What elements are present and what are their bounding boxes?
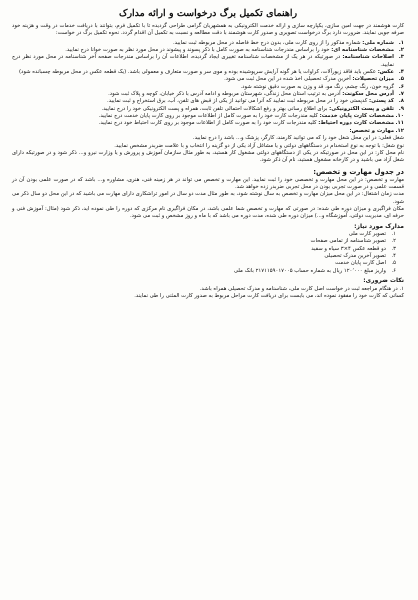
skill-paragraph: نوع شغل: با توجه به نوع استخدام در دستگاههای دولتی و یا مشاغل آزاد یکی از دو گزینه را انتخاب و با علامت ضربدر مشخص نمایید. <box>114 142 404 149</box>
form-instructions-list <box>12 40 404 135</box>
item-text: کد پستی: کدپستی خود را در محل مربوطه ثبت نمایید که آنرا می توانید از یکی از قبض های تلفن، آب، برق استخراج و ثبت نمایید. <box>107 98 394 105</box>
doc-number: ۵. <box>391 260 396 267</box>
doc-text: اصل کارت پایان خدمت <box>335 260 386 267</box>
item-label: مشخصات کارت دوره احتیاط: <box>318 120 394 127</box>
item-label: کد پستی: <box>368 98 394 105</box>
instruction-item <box>12 40 404 47</box>
item-number: ۷. <box>398 91 404 98</box>
instruction-item <box>12 54 404 69</box>
item-number: ۱۰. <box>395 113 404 120</box>
note-item: کسانی که کارت خود را مفقود نموده اند، می بایست برای دریافت کارت مراحل مربوط به صدور کارت المثنی را طی نمایند. <box>134 293 404 299</box>
skill-table-heading: در جدول مهارت و تخصص: <box>313 167 404 176</box>
item-label: عکس: <box>377 69 394 76</box>
item-number: ۸. <box>398 98 404 105</box>
doc-text: تصویر کارت ملی <box>348 231 386 238</box>
item-text: مشخصات شناسنامه ای: خود را براساس مندرجات شناسنامه به صورت کامل با ذکر پسوند و پیشوند در محل مورد نظر به صورت خوانا درج نمایید. <box>65 47 394 54</box>
item-number: ۳. <box>398 54 404 61</box>
item-text: میزان تحصیلات: آخرین مدرک تحصیلی اخذ شده در این محل ثبت می شود. <box>224 76 394 83</box>
item-text: شماره ملی: شماره مذکور را از روی کارت ملی، بدون درج خط فاصله در محل مربوطه ثبت نمایید. <box>173 39 394 46</box>
item-label: میزان تحصیلات: <box>352 76 394 83</box>
document-title: راهنمای تکمیل برگ درخواست و ارائه مدارک <box>118 8 298 19</box>
item-text: گروه خون، رنگ چشم، رنگ مو، قد و وزن به صورت دقیق نوشته شود. <box>240 83 394 90</box>
instruction-item <box>12 98 404 105</box>
item-number: ۱. <box>398 39 404 46</box>
skill-table-paragraphs <box>12 177 404 221</box>
notes-list <box>12 286 404 301</box>
item-label: تلفن و پست الکترونیکی: <box>329 105 394 112</box>
item-label: آدرس محل سکونت: <box>342 91 394 98</box>
notes-heading: نکات ضروری: <box>363 277 404 285</box>
item-number: ۵. <box>398 76 404 83</box>
table-paragraph: مکان فراگیری و میزان دوره طی شده: در صورتی که مهارت و تخصص شما علمی باشد، در مکان فراگیری نام مرکزی که دوره را طی نموده اید، ذکر شود (مثال: آموزش فنی و حرفه ای، مدیریت دولتی، آموزشگاه و...) میزان دوره طی شده، مدت دوره می باشد که با ماه و روز مشخص و ثبت می شود. <box>12 205 404 220</box>
skill-paragraphs <box>12 135 404 164</box>
skill-paragraph: نام محل کار: در این محل در صورتیکه در یکی از دستگاههای دولتی مشغول کار هستید، به طور مثال سازمان آموزش و پرورش و یا وزارت نیرو و... ذکر شود و در صورتیکه دارای شغل آزاد می باشید و در کارخانه مشغول هستید، نام آن ذکر شود. <box>12 149 404 164</box>
item-label: اصلاحات شناسنامه: <box>342 54 394 61</box>
item-label: مهارت و تخصص: <box>349 127 394 134</box>
skill-paragraph: شغل فعلی: در این محل شغل خود را که می توانید کارمند، کارگر، پزشک و... باشد را درج نمایید. <box>192 135 404 142</box>
item-number: ۶. <box>398 83 404 90</box>
instruction-item <box>12 84 404 91</box>
item-number: ۴. <box>398 69 404 76</box>
doc-text: واریز مبلغ ۱۲۰٬۰۰۰ ریال به شماره حساب ۲۱۷۱۱۵۹۰۱۷۰۰۵ بانک ملی <box>233 267 386 274</box>
doc-item <box>12 260 404 267</box>
doc-text: تصویر آخرین مدرک تحصیلی <box>324 253 386 260</box>
doc-text: تصویر شناسنامه از تمامی صفحات <box>310 238 386 245</box>
doc-text: دو قطعه عکس ۴×۳ سیاه و سفید <box>311 245 386 252</box>
item-text: اصلاحات شناسنامه: در صورتیکه در هر یک از مشخصات شناسنامه تغییری ایجاد گردیده، اطلاعات آن را براساس مندرجات صفحه آخر شناسنامه در محل مورد نظر درج نمایید. <box>12 54 394 68</box>
item-label: مشخصات کارت پایان خدمت: <box>319 113 394 120</box>
table-paragraph: مدت زمان اشتغال: در این محل میزان مهارت و تخصص به سال نوشته شود، به طور مثال مدت دو سال در امور تراشکاری دارای مهارت می باشید که در این محل دو سال ذکر می شود. <box>12 191 404 205</box>
doc-number: ۶. <box>391 267 396 274</box>
item-text: عکس: عکس باید فاقد زیورآلات، کراوات یا هر گونه آرایش سرپوشیده بوده و موی سر و صورت متعارف و معمولی باشد. (یک قطعه عکس در محل مربوطه چسبانده شود) <box>18 69 394 76</box>
item-number: ۱۱. <box>395 120 404 127</box>
item-number: ۱۲. <box>395 127 404 134</box>
doc-number: ۴. <box>391 253 396 260</box>
instruction-item <box>12 76 404 83</box>
intro-paragraph: کارت هوشمند در جهت امین سازی، یکپارچه سازی و ارائه خدمت الکترونیکی به همشهریان گرامی طراحی گردیده تا با تکمیل فرم، بتوانند با دریافت خدمات در وقت و هزینه خود صرفه جویی نمایند. ضرورت دارد برگ درخواست تصویری و صدور کارت هوشمند با دقت مطالعه و نسبت به تکمیل آن اقدام گردد. نحوه تکمیل برگ در خواست: <box>12 23 404 37</box>
table-paragraph: مهارت و تخصص: در این محل مهارت و تخصصی خود را ثبت نمایید. این مهارت و تخصص می تواند در هر زمینه فنی، هنری، مشاوره و... باشد که در صورت علمی بودن آن در قسمت علمی و در صورت تجربی بودن در محل تجربی ضربدر زده خواهد شد. <box>12 176 404 190</box>
item-text: آدرس محل سکونت: آدرس به ترتیب استان محل زندگی، شهرستان مربوطه و ادامه آدرس با ذکر خیابان، کوچه و پلاک ثبت شود. <box>108 91 394 98</box>
instruction-item <box>12 120 404 127</box>
doc-number: ۲. <box>391 238 396 245</box>
doc-item <box>12 268 404 275</box>
item-label: شماره ملی: <box>362 39 394 46</box>
doc-item <box>12 231 404 238</box>
item-text: مشخصات کارت دوره احتیاط: کلیه مندرجات کارت خود را به صورت کامل از اطلاعات موجود بر روی کارت احتیاط خود درج نمایید. <box>98 120 394 127</box>
doc-number: ۱. <box>391 231 396 238</box>
note-item: ۱. در هنگام مراجعه ثبت در خواست اصل کارت ملی، شناسنامه و مدرک تحصیلی همراه باشد. <box>199 285 404 292</box>
doc-item <box>12 238 404 245</box>
item-label: مشخصات شناسنامه ای: <box>331 47 394 54</box>
item-number: ۲. <box>398 47 404 54</box>
doc-number: ۳. <box>391 245 396 252</box>
item-text: تلفن و پست الکترونیکی: برای اطلاع رسانی بهتر و رفع اشکالات احتمالی تلفن ثابت، همراه و پست الکترونیکی خود را درج نمایید. <box>101 105 394 112</box>
item-number: ۹. <box>398 105 404 112</box>
item-text: مشخصات کارت پایان خدمت: کلیه مندرجات کارت خود را به صورت کامل از اطلاعات موجود بر روی کارت پایان خدمت درج نمایید. <box>98 113 394 120</box>
required-docs-list <box>12 231 404 275</box>
required-docs-heading: مدارک مورد نیاز: <box>354 222 404 230</box>
